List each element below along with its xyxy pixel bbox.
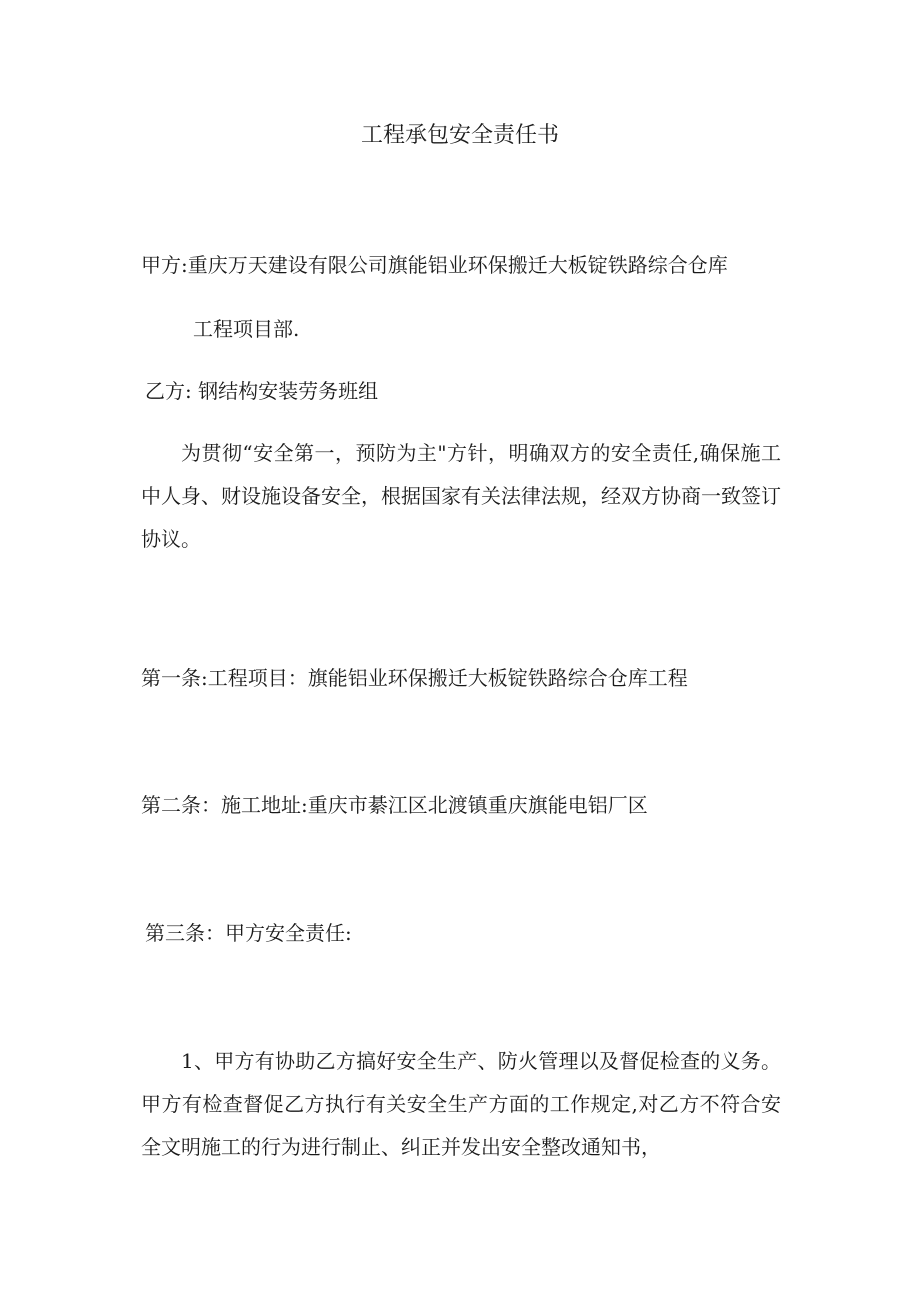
- party-a-line-1: 甲方:重庆万天建设有限公司旗能铝业环保搬迁大板锭铁路综合仓库: [141, 253, 728, 277]
- party-b: 乙方: 钢结构安装劳务班组: [145, 379, 379, 403]
- intro-paragraph: 为贯彻“安全第一，预防为主"方针，明确双方的安全责任,确保施工中人身、财设施设备安全，根据国家有关法律法规，经双方协商一致签订协议。: [141, 441, 781, 551]
- article-1: 第一条:工程项目：旗能铝业环保搬迁大板锭铁路综合仓库工程: [141, 666, 688, 690]
- article-2: 第二条：施工地址:重庆市綦江区北渡镇重庆旗能电铝厂区: [141, 793, 648, 817]
- article-3-item-1: 1、甲方有协助乙方搞好安全生产、防火管理以及督促检查的义务。甲方有检查督促乙方执行有关安全生产方面的工作规定,对乙方不符合安全文明施工的行为进行制止、纠正并发出安全整改通知书，: [141, 1049, 781, 1159]
- article-3-heading: 第三条：甲方安全责任:: [145, 921, 352, 945]
- document-title: 工程承包安全责任书: [360, 123, 559, 148]
- party-a-line-2: 工程项目部.: [193, 317, 300, 341]
